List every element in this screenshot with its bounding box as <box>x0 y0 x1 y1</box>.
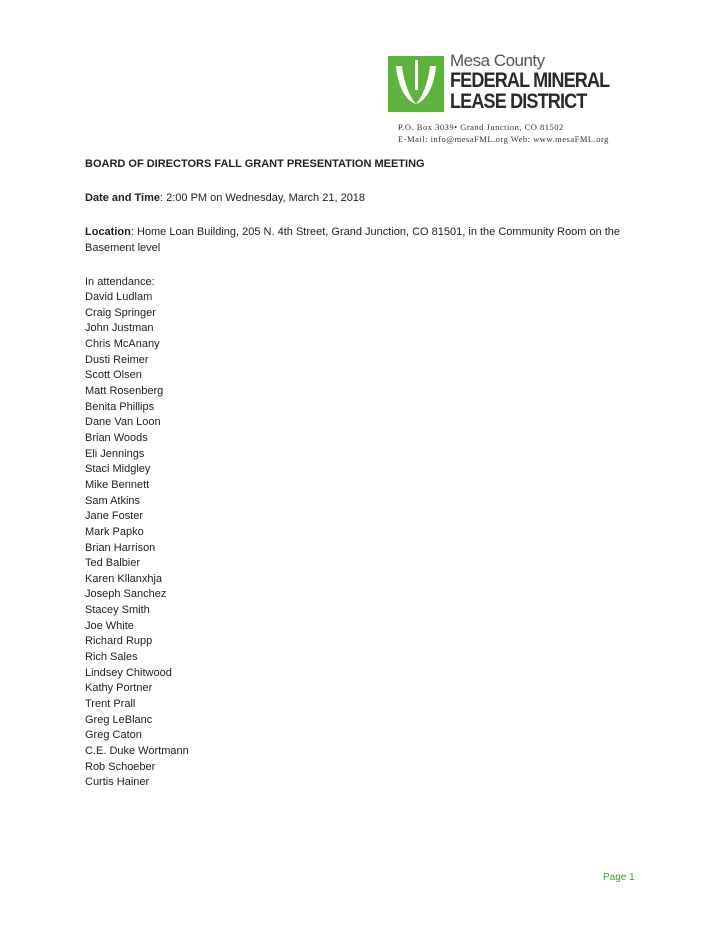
attendance-label: In attendance: <box>85 276 155 288</box>
date-value: : 2:00 PM on Wednesday, March 21, 2018 <box>160 192 366 204</box>
attendee-name: Brian Harrison <box>85 541 156 554</box>
document-title: BOARD OF DIRECTORS FALL GRANT PRESENTATION MEETING <box>85 158 425 170</box>
logo-lease-district-text: LEASE DISTRICT <box>450 90 587 113</box>
attendee-name: Kathy Portner <box>85 682 153 695</box>
logo-wordmark <box>450 52 635 112</box>
attendee-name: Chris McAnany <box>85 337 160 350</box>
attendee-name: John Justman <box>85 322 154 335</box>
location-label: Location <box>85 226 131 238</box>
page-number: Page 1 <box>603 872 635 883</box>
attendee-name: Matt Rosenberg <box>85 384 164 397</box>
attendee-name: Greg LeBlanc <box>85 713 153 726</box>
attendee-name: Stacey Smith <box>85 604 150 617</box>
attendee-name: C.E. Duke Wortmann <box>85 745 189 758</box>
attendee-name: Rob Schoeber <box>85 760 156 773</box>
attendee-name: Craig Springer <box>85 306 156 319</box>
leaf-logo-icon <box>388 56 444 112</box>
attendee-name: Greg Caton <box>85 729 142 742</box>
attendee-name: Dusti Reimer <box>85 353 149 366</box>
attendee-list <box>85 290 645 791</box>
location-line <box>85 224 645 256</box>
attendee-name: Curtis Hainer <box>85 776 150 789</box>
attendee-name: Brian Woods <box>85 431 148 444</box>
attendee-name: Dane Van Loon <box>85 416 161 429</box>
attendee-name: Joseph Sanchez <box>85 588 167 601</box>
attendee-name: Sam Atkins <box>85 494 141 507</box>
attendee-name: Mike Bennett <box>85 478 150 491</box>
attendee-name: Rich Sales <box>85 651 138 664</box>
attendee-name: Mark Papko <box>85 525 144 538</box>
attendee-name: Benita Phillips <box>85 400 155 413</box>
contact-address <box>398 121 609 145</box>
attendee-name: David Ludlam <box>85 291 153 303</box>
date-time-line <box>85 190 645 206</box>
attendee-name: Lindsey Chitwood <box>85 666 172 679</box>
attendee-name: Staci Midgley <box>85 463 151 476</box>
document-body <box>85 156 645 791</box>
email-web: E-Mail: info@mesaFML.org Web: www.mesaFML.org <box>398 134 609 144</box>
attendee-name: Karen Kllanxhja <box>85 572 163 585</box>
attendee-name: Joe White <box>85 619 134 632</box>
logo-county-text: Mesa County <box>450 51 545 70</box>
attendee-name: Richard Rupp <box>85 635 153 648</box>
attendee-name: Scott Olsen <box>85 369 142 382</box>
location-value: : Home Loan Building, 205 N. 4th Street, Grand Junction, CO 81501, in the Community Room on the Basement level <box>85 226 620 254</box>
attendee-name: Eli Jennings <box>85 447 145 460</box>
district-logo <box>388 52 638 114</box>
postal-address: P.O. Box 3039• Grand Junction, CO 81502 <box>398 122 564 132</box>
logo-federal-mineral-text: FEDERAL MINERAL <box>450 69 610 92</box>
attendee-name: Ted Balbier <box>85 557 141 570</box>
date-label: Date and Time <box>85 192 160 204</box>
attendee-name: Trent Prall <box>85 698 136 711</box>
attendee-name: Jane Foster <box>85 510 144 523</box>
